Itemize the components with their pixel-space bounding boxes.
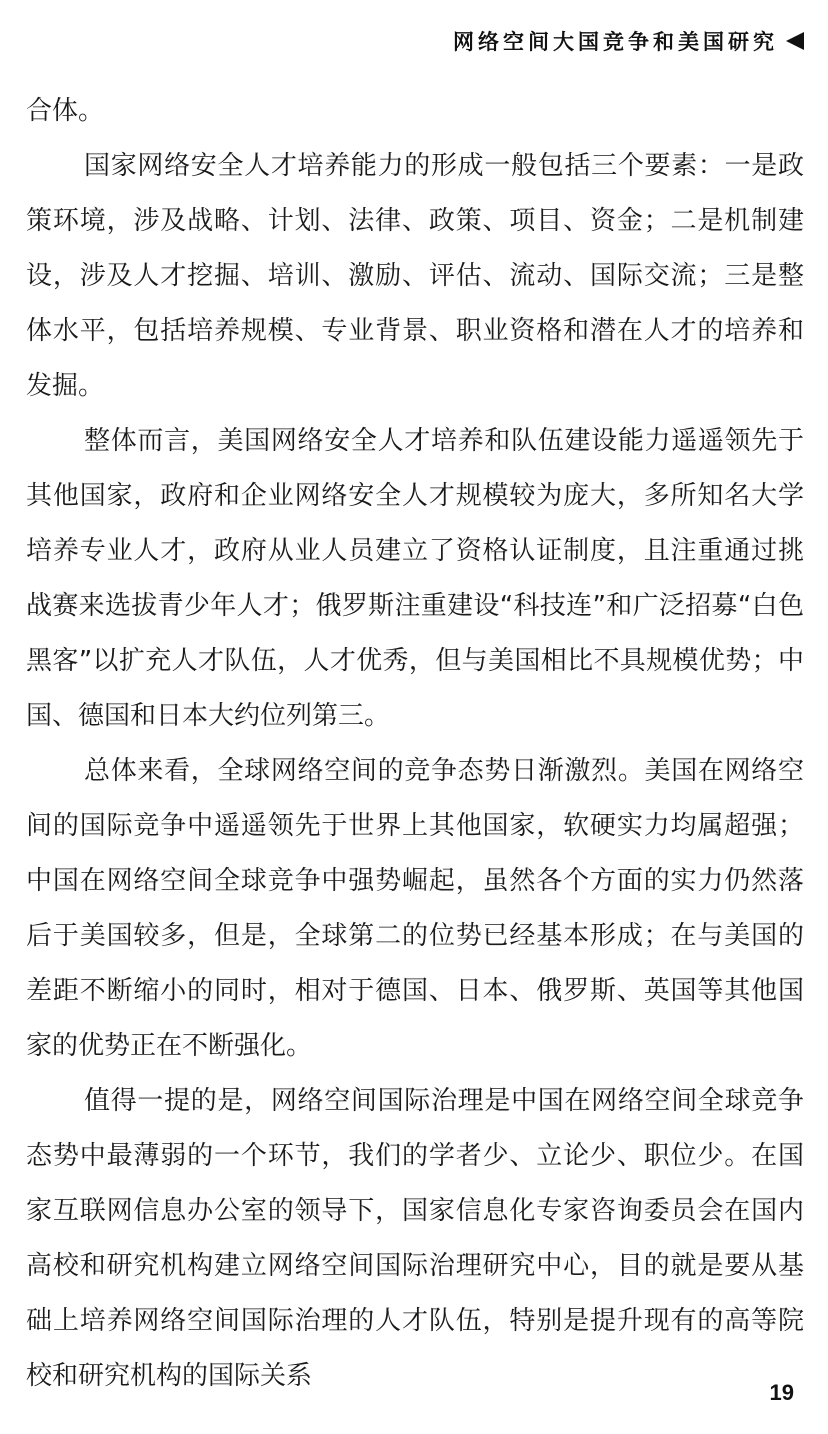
paragraph-continuation: 合体。 <box>26 96 105 126</box>
page-number: 19 <box>769 1380 794 1405</box>
running-header <box>453 26 804 56</box>
paragraph: 总体来看，全球网络空间的竞争态势日渐激烈。美国在网络空间的国际竞争中遥遥领先于世界上其他国家，软硬实力均属超强；中国在网络空间全球竞争中强势崛起，虽然各个方面的实力仍然落后于美国较多，但是，全球第二的位势已经基本形成；在与美国的差距不断缩小的同时，相对于德国、日本、俄罗斯、英国等其他国家的优势正在不断强化。 <box>26 756 804 1061</box>
left-triangle-icon <box>786 32 804 50</box>
body-text <box>26 84 804 1404</box>
paragraph: 整体而言，美国网络安全人才培养和队伍建设能力遥遥领先于其他国家，政府和企业网络安全人才规模较为庞大，多所知名大学培养专业人才，政府从业人员建立了资格认证制度，且注重通过挑战赛来选拔青少年人才；俄罗斯注重建设“科技连”和广泛招募“白色黑客”以扩充人才队伍，人才优秀，但与美国相比不具规模优势；中国、德国和日本大约位列第三。 <box>26 426 804 731</box>
paragraph: 国家网络安全人才培养能力的形成一般包括三个要素：一是政策环境，涉及战略、计划、法律、政策、项目、资金；二是机制建设，涉及人才挖掘、培训、激励、评估、流动、国际交流；三是整体水平，包括培养规模、专业背景、职业资格和潜在人才的培养和发掘。 <box>26 151 804 401</box>
paragraph: 值得一提的是，网络空间国际治理是中国在网络空间全球竞争态势中最薄弱的一个环节，我们的学者少、立论少、职位少。在国家互联网信息办公室的领导下，国家信息化专家咨询委员会在国内高校和研究机构建立网络空间国际治理研究中心，目的就是要从基础上培养网络空间国际治理的人才队伍，特别是提升现有的高等院校和研究机构的国际关系 <box>26 1086 804 1391</box>
running-title: 网络空间大国竞争和美国研究 <box>453 30 778 54</box>
